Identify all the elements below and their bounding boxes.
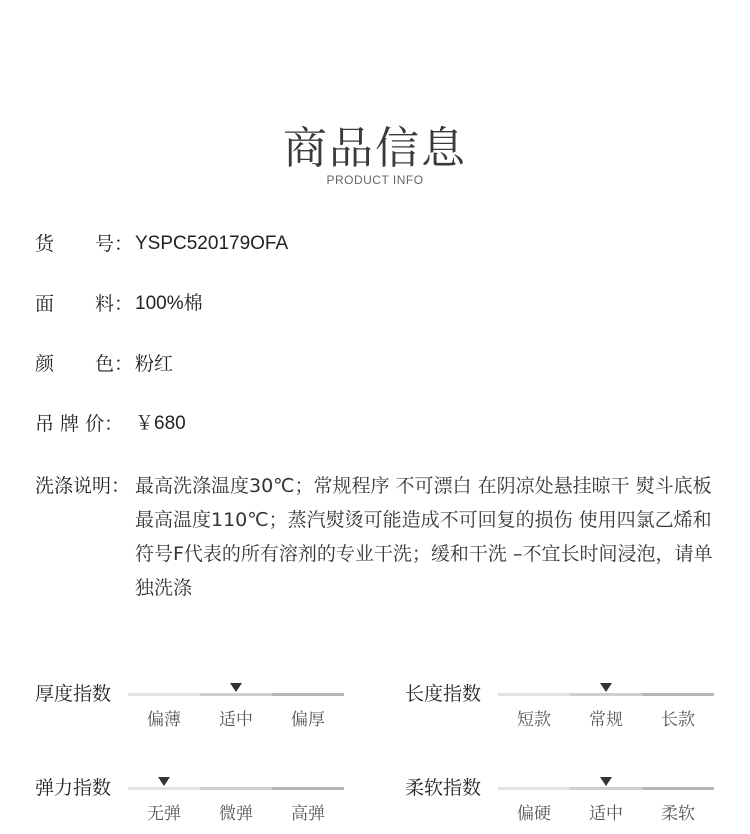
info-label-part: 色： [95,353,134,375]
scale-option: 高弹 [291,804,325,824]
scale-marker-icon [230,683,242,692]
sku-value: YSPC520179OFA [135,233,289,254]
scale-segment [200,693,272,696]
scale-marker-icon [158,777,170,786]
scale-option: 适中 [589,804,623,824]
scale-option: 无弹 [147,804,181,824]
scale-option: 微弹 [219,804,253,824]
info-label-part: 号： [95,233,134,255]
scale-segment [570,787,642,790]
metric-scale [498,785,714,825]
scale-option: 偏薄 [147,710,181,730]
color-value: 粉红 [135,353,174,375]
scale-segment [498,693,570,696]
scale-option: 常规 [589,710,623,730]
metric-label: 长度指数 [405,683,482,705]
scale-option: 短款 [517,710,551,730]
scale-option: 偏厚 [291,710,325,730]
info-label-part: 面 [35,293,55,315]
page-title: 商品信息 [283,123,467,174]
info-label [35,289,135,319]
page-subtitle: PRODUCT INFO [326,173,424,187]
info-label [35,349,135,379]
metric-label: 厚度指数 [35,683,112,705]
scale-option: 长款 [661,710,695,730]
metric-label: 柔软指数 [405,777,482,799]
scale-segment [272,787,344,790]
scale-segment [272,693,344,696]
scale-marker-icon [600,777,612,786]
scale-segment [642,787,714,790]
scale-option: 柔软 [661,804,695,824]
scale-segment [128,693,200,696]
metric-label: 弹力指数 [35,777,112,799]
metric-scale [128,785,344,825]
material-value: 100%棉 [135,293,203,314]
scale-segment [570,693,642,696]
info-label-part: 货 [35,233,55,255]
scale-option: 适中 [219,710,253,730]
care-label: 洗涤说明： [35,475,131,497]
info-label: 吊 牌 价： [35,413,124,435]
scale-segment [642,693,714,696]
info-label-part: 料： [95,293,134,315]
scale-segment [200,787,272,790]
scale-option: 偏硬 [517,804,551,824]
price-value: ￥680 [135,413,186,434]
scale-segment [498,787,570,790]
info-label-part: 颜 [35,353,55,375]
scale-marker-icon [600,683,612,692]
info-label [35,229,135,259]
scale-segment [128,787,200,790]
metric-scale [128,691,344,731]
metric-scale [498,691,714,731]
care-instructions: 最高洗涤温度30℃；常规程序 不可漂白 在阴凉处悬挂晾干 熨斗底板最高温度110℃；蒸汽熨烫可能造成不可回复的损伤 使用四氯乙烯和符号F代表的所有溶剂的专业干洗；缓和干洗 –不宜长时间浸泡，请单独洗涤 [135,475,713,599]
